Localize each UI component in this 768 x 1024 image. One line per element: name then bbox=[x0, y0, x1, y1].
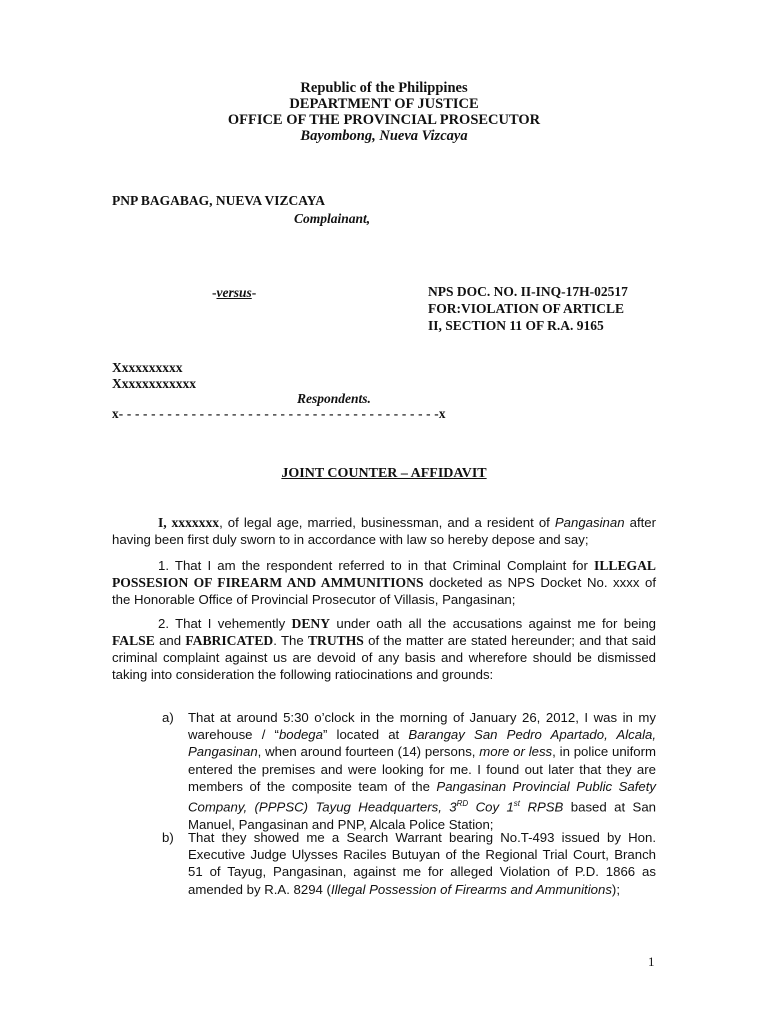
document-title: JOINT COUNTER – AFFIDAVIT bbox=[281, 466, 487, 481]
list-marker-a: a) bbox=[162, 710, 174, 725]
header-location: Bayombong, Nueva Vizcaya bbox=[300, 128, 468, 144]
list-item-b bbox=[162, 829, 656, 898]
complainant-role: Complainant, bbox=[294, 211, 371, 226]
list-item-b-text: That they showed me a Search Warrant bearing No.T-493 issued by Hon. Executive Judge Ulysses Raciles Butuyan of the Regional Trial Court, Branch 51 of Tayug, Pangasinan, against me for alleged Violation of P.D. 1866 as amended by R.A. 8294 (Illegal Possession of Firearms and Ammunitions); bbox=[188, 830, 656, 897]
list-marker-b: b) bbox=[162, 830, 174, 845]
complainant-name: PNP BAGABAG, NUEVA VIZCAYA bbox=[112, 193, 326, 208]
case-offense-line2: II, SECTION 11 OF R.A. 9165 bbox=[428, 318, 604, 333]
paragraph-2: 2. That I vehemently DENY under oath all the accusations against me for being FALSE and FABRICATED. The TRUTHS of the matter are stated hereunder; and that said criminal complaint against us are devoid of any basis and wherefore should be dismissed taking into consideration the following ratiocinations and grounds: bbox=[112, 616, 656, 682]
list-item-a bbox=[162, 709, 656, 833]
caption-separator: x- - - - - - - - - - - - - - - - - - - - - - - - - - - - - - - - - - - - - - - -x bbox=[112, 406, 446, 421]
case-offense-line1: FOR:VIOLATION OF ARTICLE bbox=[428, 301, 625, 316]
versus-label: -versus- bbox=[212, 285, 257, 300]
respondent-2: Xxxxxxxxxxxx bbox=[112, 376, 196, 391]
case-number: NPS DOC. NO. II-INQ-17H-02517 bbox=[428, 284, 628, 299]
paragraph-1: 1. That I am the respondent referred to in that Criminal Complaint for ILLEGAL POSSESION OF FIREARM AND AMMUNITIONS docketed as NPS Docket No. xxxx of the Honorable Office of Provincial Prosecutor of Villasis, Pangasinan; bbox=[112, 558, 656, 607]
intro-paragraph: I, xxxxxxx, of legal age, married, businessman, and a resident of Pangasinan after having been first duly sworn to in accordance with law so hereby depose and say; bbox=[112, 515, 656, 547]
page-number: 1 bbox=[648, 954, 655, 969]
list-item-a-text: That at around 5:30 o’clock in the morning of January 26, 2012, I was in my warehouse / “bodega” located at Barangay San Pedro Apartado, Alcala, Pangasinan, when around fourteen (14) persons, more or less, in police uniform entered the premises and were looking for me. I found out later that they are members of the composite team of the Pangasinan Provincial Public Safety Company, (PPPSC) Tayug Headquarters, 3RD Coy 1st RPSB based at San Manuel, Pangasinan and PNP, Alcala Police Station; bbox=[188, 710, 657, 832]
header-office: OFFICE OF THE PROVINCIAL PROSECUTOR bbox=[227, 112, 541, 128]
header-department: DEPARTMENT OF JUSTICE bbox=[289, 96, 479, 112]
respondent-1: Xxxxxxxxxx bbox=[112, 360, 183, 375]
header-republic: Republic of the Philippines bbox=[300, 80, 468, 96]
respondents-role: Respondents. bbox=[297, 391, 371, 406]
